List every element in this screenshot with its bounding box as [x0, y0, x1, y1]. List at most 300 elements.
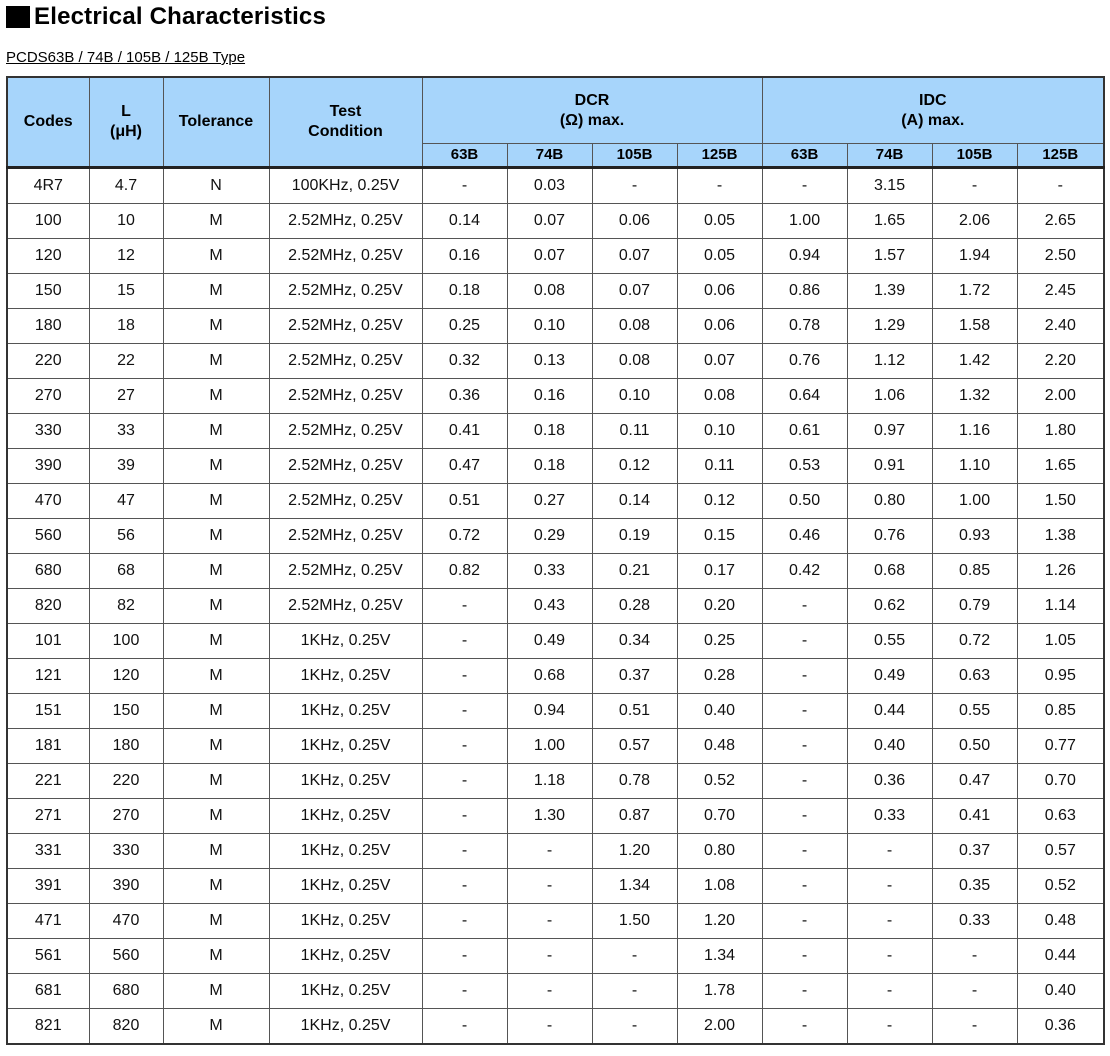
cell-idc-63b: - — [762, 729, 847, 764]
cell-dcr-125b: 0.05 — [677, 239, 762, 274]
cell-dcr-105b: 0.87 — [592, 799, 677, 834]
cell-idc-125b: 2.20 — [1017, 344, 1104, 379]
cell-test-condition: 2.52MHz, 0.25V — [269, 344, 422, 379]
cell-idc-105b: 0.35 — [932, 869, 1017, 904]
cell-inductance: 150 — [89, 694, 163, 729]
cell-dcr-74b: - — [507, 834, 592, 869]
cell-idc-105b: 0.37 — [932, 834, 1017, 869]
cell-dcr-105b: 0.06 — [592, 204, 677, 239]
cell-dcr-105b: 1.50 — [592, 904, 677, 939]
cell-test-condition: 2.52MHz, 0.25V — [269, 589, 422, 624]
header-idc-label: IDC — [919, 91, 947, 109]
cell-code: 560 — [7, 519, 89, 554]
cell-dcr-74b: 0.68 — [507, 659, 592, 694]
cell-idc-105b: 0.79 — [932, 589, 1017, 624]
cell-idc-105b: 1.10 — [932, 449, 1017, 484]
header-test-line1: Test — [329, 103, 362, 120]
cell-code: 680 — [7, 554, 89, 589]
cell-dcr-63b: - — [422, 659, 507, 694]
cell-idc-63b: 0.50 — [762, 484, 847, 519]
cell-dcr-63b: - — [422, 939, 507, 974]
cell-tolerance: M — [163, 1009, 269, 1045]
cell-dcr-63b: 0.41 — [422, 414, 507, 449]
cell-dcr-74b: 0.94 — [507, 694, 592, 729]
header-dcr — [422, 77, 762, 144]
cell-dcr-125b: 1.34 — [677, 939, 762, 974]
cell-inductance: 820 — [89, 1009, 163, 1045]
cell-idc-105b: - — [932, 974, 1017, 1009]
cell-idc-105b: 0.85 — [932, 554, 1017, 589]
cell-idc-63b: 0.61 — [762, 414, 847, 449]
cell-idc-125b: 1.14 — [1017, 589, 1104, 624]
cell-idc-125b: 2.65 — [1017, 204, 1104, 239]
cell-tolerance: M — [163, 274, 269, 309]
cell-code: 681 — [7, 974, 89, 1009]
cell-code: 221 — [7, 764, 89, 799]
cell-code: 101 — [7, 624, 89, 659]
cell-tolerance: M — [163, 764, 269, 799]
cell-idc-105b: 0.41 — [932, 799, 1017, 834]
cell-idc-125b: 1.05 — [1017, 624, 1104, 659]
cell-tolerance: N — [163, 168, 269, 204]
cell-inductance: 18 — [89, 309, 163, 344]
cell-idc-105b: - — [932, 1009, 1017, 1045]
cell-inductance: 680 — [89, 974, 163, 1009]
cell-idc-63b: 0.46 — [762, 519, 847, 554]
table-row — [7, 589, 1104, 624]
header-test-condition — [269, 77, 422, 168]
cell-tolerance: M — [163, 974, 269, 1009]
table-row — [7, 519, 1104, 554]
cell-test-condition: 2.52MHz, 0.25V — [269, 484, 422, 519]
page-title — [6, 3, 326, 31]
cell-dcr-63b: - — [422, 764, 507, 799]
cell-idc-63b: - — [762, 974, 847, 1009]
cell-tolerance: M — [163, 204, 269, 239]
cell-dcr-74b: 0.08 — [507, 274, 592, 309]
table-row — [7, 694, 1104, 729]
cell-tolerance: M — [163, 484, 269, 519]
cell-dcr-63b: - — [422, 834, 507, 869]
cell-idc-63b: 0.76 — [762, 344, 847, 379]
cell-idc-105b: 0.72 — [932, 624, 1017, 659]
cell-idc-63b: - — [762, 904, 847, 939]
cell-idc-63b: 0.94 — [762, 239, 847, 274]
cell-test-condition: 1KHz, 0.25V — [269, 799, 422, 834]
cell-test-condition: 1KHz, 0.25V — [269, 974, 422, 1009]
cell-code: 331 — [7, 834, 89, 869]
cell-tolerance: M — [163, 554, 269, 589]
cell-dcr-63b: 0.47 — [422, 449, 507, 484]
cell-dcr-125b: 1.78 — [677, 974, 762, 1009]
cell-dcr-74b: 0.18 — [507, 414, 592, 449]
cell-idc-125b: 0.63 — [1017, 799, 1104, 834]
cell-dcr-105b: 0.19 — [592, 519, 677, 554]
cell-idc-63b: - — [762, 834, 847, 869]
table-row — [7, 799, 1104, 834]
cell-idc-74b: 1.29 — [847, 309, 932, 344]
cell-inductance: 15 — [89, 274, 163, 309]
cell-idc-74b: 0.80 — [847, 484, 932, 519]
table-row — [7, 869, 1104, 904]
cell-dcr-125b: 0.08 — [677, 379, 762, 414]
cell-code: 220 — [7, 344, 89, 379]
cell-dcr-63b: - — [422, 729, 507, 764]
cell-dcr-74b: 1.00 — [507, 729, 592, 764]
cell-dcr-125b: 0.17 — [677, 554, 762, 589]
table-header — [7, 77, 1104, 168]
cell-idc-125b: 0.48 — [1017, 904, 1104, 939]
table-row — [7, 974, 1104, 1009]
cell-idc-125b: 0.40 — [1017, 974, 1104, 1009]
cell-idc-105b: 2.06 — [932, 204, 1017, 239]
cell-test-condition: 1KHz, 0.25V — [269, 659, 422, 694]
table-row — [7, 274, 1104, 309]
cell-dcr-105b: 0.07 — [592, 239, 677, 274]
cell-dcr-63b: - — [422, 168, 507, 204]
subheader-idc-105b: 105B — [932, 144, 1017, 168]
cell-test-condition: 2.52MHz, 0.25V — [269, 519, 422, 554]
cell-inductance: 270 — [89, 799, 163, 834]
cell-dcr-63b: - — [422, 624, 507, 659]
cell-idc-63b: - — [762, 939, 847, 974]
cell-dcr-74b: 0.03 — [507, 168, 592, 204]
cell-test-condition: 1KHz, 0.25V — [269, 1009, 422, 1045]
cell-inductance: 39 — [89, 449, 163, 484]
cell-idc-74b: 0.36 — [847, 764, 932, 799]
cell-inductance: 220 — [89, 764, 163, 799]
cell-idc-74b: 0.40 — [847, 729, 932, 764]
cell-idc-74b: 1.57 — [847, 239, 932, 274]
cell-tolerance: M — [163, 589, 269, 624]
cell-dcr-63b: 0.51 — [422, 484, 507, 519]
cell-idc-63b: - — [762, 694, 847, 729]
cell-idc-105b: 1.00 — [932, 484, 1017, 519]
cell-idc-74b: - — [847, 1009, 932, 1045]
cell-idc-74b: 0.97 — [847, 414, 932, 449]
cell-test-condition: 1KHz, 0.25V — [269, 904, 422, 939]
table-row — [7, 764, 1104, 799]
table-row — [7, 834, 1104, 869]
cell-tolerance: M — [163, 659, 269, 694]
cell-test-condition: 1KHz, 0.25V — [269, 764, 422, 799]
cell-inductance: 68 — [89, 554, 163, 589]
cell-idc-125b: 0.85 — [1017, 694, 1104, 729]
table-row — [7, 449, 1104, 484]
cell-dcr-105b: 0.51 — [592, 694, 677, 729]
cell-code: 100 — [7, 204, 89, 239]
header-idc — [762, 77, 1104, 144]
subheader-dcr-105b: 105B — [592, 144, 677, 168]
cell-test-condition: 1KHz, 0.25V — [269, 834, 422, 869]
cell-code: 181 — [7, 729, 89, 764]
header-tolerance-label: Tolerance — [178, 113, 254, 130]
cell-idc-125b: 2.00 — [1017, 379, 1104, 414]
cell-tolerance: M — [163, 694, 269, 729]
cell-dcr-125b: 0.05 — [677, 204, 762, 239]
cell-idc-74b: 1.65 — [847, 204, 932, 239]
cell-code: 151 — [7, 694, 89, 729]
electrical-characteristics-table — [6, 76, 1105, 1045]
cell-dcr-74b: 0.16 — [507, 379, 592, 414]
cell-idc-125b: 0.52 — [1017, 869, 1104, 904]
cell-code: 270 — [7, 379, 89, 414]
cell-dcr-63b: 0.16 — [422, 239, 507, 274]
cell-idc-125b: 2.50 — [1017, 239, 1104, 274]
table-row — [7, 309, 1104, 344]
cell-idc-63b: 0.53 — [762, 449, 847, 484]
cell-tolerance: M — [163, 834, 269, 869]
cell-code: 121 — [7, 659, 89, 694]
cell-dcr-63b: - — [422, 799, 507, 834]
cell-idc-63b: - — [762, 869, 847, 904]
cell-dcr-125b: 2.00 — [677, 1009, 762, 1045]
cell-test-condition: 100KHz, 0.25V — [269, 168, 422, 204]
cell-inductance: 33 — [89, 414, 163, 449]
cell-idc-105b: - — [932, 939, 1017, 974]
cell-tolerance: M — [163, 939, 269, 974]
cell-dcr-125b: 0.07 — [677, 344, 762, 379]
cell-code: 471 — [7, 904, 89, 939]
cell-dcr-74b: 0.10 — [507, 309, 592, 344]
cell-idc-125b: 2.45 — [1017, 274, 1104, 309]
cell-dcr-105b: 0.12 — [592, 449, 677, 484]
cell-dcr-125b: 0.06 — [677, 274, 762, 309]
cell-idc-74b: 0.62 — [847, 589, 932, 624]
cell-idc-74b: 0.55 — [847, 624, 932, 659]
cell-tolerance: M — [163, 239, 269, 274]
cell-idc-105b: 1.16 — [932, 414, 1017, 449]
cell-dcr-63b: - — [422, 974, 507, 1009]
cell-idc-105b: 1.32 — [932, 379, 1017, 414]
cell-dcr-105b: 1.34 — [592, 869, 677, 904]
cell-dcr-74b: 0.27 — [507, 484, 592, 519]
subheader-idc-74b: 74B — [847, 144, 932, 168]
cell-dcr-125b: 0.80 — [677, 834, 762, 869]
cell-idc-74b: 0.76 — [847, 519, 932, 554]
cell-dcr-74b: - — [507, 904, 592, 939]
cell-dcr-63b: - — [422, 694, 507, 729]
cell-code: 821 — [7, 1009, 89, 1045]
cell-test-condition: 1KHz, 0.25V — [269, 694, 422, 729]
cell-dcr-105b: - — [592, 168, 677, 204]
cell-dcr-63b: 0.18 — [422, 274, 507, 309]
header-codes — [7, 77, 89, 168]
cell-dcr-74b: 0.33 — [507, 554, 592, 589]
cell-idc-125b: 0.70 — [1017, 764, 1104, 799]
cell-test-condition: 2.52MHz, 0.25V — [269, 274, 422, 309]
cell-code: 120 — [7, 239, 89, 274]
header-inductance — [89, 77, 163, 168]
cell-dcr-105b: 0.08 — [592, 309, 677, 344]
cell-dcr-125b: 1.20 — [677, 904, 762, 939]
cell-dcr-74b: 0.07 — [507, 239, 592, 274]
cell-dcr-105b: 0.21 — [592, 554, 677, 589]
cell-dcr-125b: 0.40 — [677, 694, 762, 729]
cell-tolerance: M — [163, 904, 269, 939]
cell-code: 271 — [7, 799, 89, 834]
cell-idc-125b: - — [1017, 168, 1104, 204]
cell-dcr-74b: - — [507, 939, 592, 974]
cell-dcr-74b: 1.18 — [507, 764, 592, 799]
page-title-text: Electrical Characteristics — [34, 3, 327, 30]
header-dcr-unit: (Ω) max. — [559, 111, 625, 129]
cell-dcr-125b: - — [677, 168, 762, 204]
cell-dcr-74b: - — [507, 1009, 592, 1045]
cell-dcr-105b: 0.28 — [592, 589, 677, 624]
cell-idc-63b: - — [762, 764, 847, 799]
type-subtitle: PCDS63B / 74B / 105B / 125B Type — [6, 49, 246, 66]
cell-idc-63b: 1.00 — [762, 204, 847, 239]
cell-idc-63b: 0.64 — [762, 379, 847, 414]
cell-idc-74b: - — [847, 834, 932, 869]
cell-idc-125b: 0.57 — [1017, 834, 1104, 869]
table-row — [7, 239, 1104, 274]
cell-dcr-74b: 0.29 — [507, 519, 592, 554]
cell-idc-125b: 1.65 — [1017, 449, 1104, 484]
cell-dcr-125b: 0.20 — [677, 589, 762, 624]
cell-idc-63b: - — [762, 1009, 847, 1045]
cell-tolerance: M — [163, 379, 269, 414]
cell-dcr-63b: - — [422, 904, 507, 939]
cell-inductance: 56 — [89, 519, 163, 554]
black-square-icon — [6, 6, 30, 28]
cell-idc-74b: - — [847, 869, 932, 904]
cell-idc-74b: 0.68 — [847, 554, 932, 589]
cell-inductance: 470 — [89, 904, 163, 939]
header-idc-unit: (A) max. — [901, 111, 965, 129]
cell-idc-105b: 1.42 — [932, 344, 1017, 379]
cell-dcr-105b: 0.07 — [592, 274, 677, 309]
cell-dcr-63b: - — [422, 869, 507, 904]
cell-idc-63b: - — [762, 168, 847, 204]
table-row — [7, 729, 1104, 764]
cell-idc-74b: 0.91 — [847, 449, 932, 484]
cell-code: 820 — [7, 589, 89, 624]
cell-tolerance: M — [163, 799, 269, 834]
cell-tolerance: M — [163, 729, 269, 764]
cell-dcr-63b: 0.72 — [422, 519, 507, 554]
table-row — [7, 939, 1104, 974]
cell-dcr-74b: 1.30 — [507, 799, 592, 834]
cell-code: 150 — [7, 274, 89, 309]
cell-tolerance: M — [163, 309, 269, 344]
cell-inductance: 100 — [89, 624, 163, 659]
cell-inductance: 180 — [89, 729, 163, 764]
cell-dcr-125b: 1.08 — [677, 869, 762, 904]
cell-idc-63b: - — [762, 659, 847, 694]
cell-test-condition: 2.52MHz, 0.25V — [269, 379, 422, 414]
table-row — [7, 904, 1104, 939]
table-row — [7, 168, 1104, 204]
table-row — [7, 379, 1104, 414]
cell-idc-125b: 0.36 — [1017, 1009, 1104, 1045]
cell-code: 391 — [7, 869, 89, 904]
cell-dcr-63b: - — [422, 589, 507, 624]
cell-test-condition: 1KHz, 0.25V — [269, 869, 422, 904]
cell-dcr-125b: 0.25 — [677, 624, 762, 659]
cell-idc-74b: 0.44 — [847, 694, 932, 729]
header-test-line2: Condition — [308, 123, 383, 140]
cell-idc-105b: 1.72 — [932, 274, 1017, 309]
cell-dcr-63b: - — [422, 1009, 507, 1045]
cell-idc-63b: - — [762, 589, 847, 624]
header-codes-label: Codes — [23, 113, 73, 130]
cell-idc-63b: 0.42 — [762, 554, 847, 589]
cell-dcr-63b: 0.14 — [422, 204, 507, 239]
cell-dcr-74b: 0.13 — [507, 344, 592, 379]
cell-idc-125b: 0.95 — [1017, 659, 1104, 694]
cell-code: 180 — [7, 309, 89, 344]
cell-idc-74b: - — [847, 939, 932, 974]
cell-idc-125b: 0.77 — [1017, 729, 1104, 764]
cell-dcr-74b: 0.49 — [507, 624, 592, 659]
cell-dcr-125b: 0.48 — [677, 729, 762, 764]
cell-idc-74b: 0.49 — [847, 659, 932, 694]
cell-dcr-105b: - — [592, 1009, 677, 1045]
cell-code: 470 — [7, 484, 89, 519]
header-dcr-label: DCR — [574, 91, 610, 109]
cell-dcr-125b: 0.28 — [677, 659, 762, 694]
cell-idc-125b: 2.40 — [1017, 309, 1104, 344]
cell-test-condition: 2.52MHz, 0.25V — [269, 239, 422, 274]
table-row — [7, 624, 1104, 659]
cell-dcr-105b: 0.34 — [592, 624, 677, 659]
cell-dcr-74b: 0.07 — [507, 204, 592, 239]
cell-idc-125b: 1.50 — [1017, 484, 1104, 519]
cell-dcr-105b: - — [592, 974, 677, 1009]
cell-idc-74b: 1.12 — [847, 344, 932, 379]
cell-idc-63b: - — [762, 799, 847, 834]
table-row — [7, 554, 1104, 589]
cell-idc-125b: 0.44 — [1017, 939, 1104, 974]
table-row — [7, 414, 1104, 449]
cell-dcr-63b: 0.82 — [422, 554, 507, 589]
cell-test-condition: 2.52MHz, 0.25V — [269, 554, 422, 589]
table-body — [7, 168, 1104, 1045]
cell-idc-105b: 1.94 — [932, 239, 1017, 274]
cell-inductance: 27 — [89, 379, 163, 414]
cell-idc-74b: 1.06 — [847, 379, 932, 414]
cell-idc-105b: 0.33 — [932, 904, 1017, 939]
cell-test-condition: 2.52MHz, 0.25V — [269, 204, 422, 239]
cell-idc-74b: 0.33 — [847, 799, 932, 834]
cell-idc-74b: 3.15 — [847, 168, 932, 204]
cell-tolerance: M — [163, 414, 269, 449]
cell-dcr-105b: 0.11 — [592, 414, 677, 449]
cell-tolerance: M — [163, 449, 269, 484]
cell-idc-105b: 0.93 — [932, 519, 1017, 554]
cell-dcr-125b: 0.52 — [677, 764, 762, 799]
header-inductance-label: L — [121, 103, 131, 120]
cell-test-condition: 2.52MHz, 0.25V — [269, 449, 422, 484]
cell-code: 390 — [7, 449, 89, 484]
cell-dcr-105b: 0.10 — [592, 379, 677, 414]
cell-dcr-74b: 0.18 — [507, 449, 592, 484]
table-row — [7, 344, 1104, 379]
cell-inductance: 4.7 — [89, 168, 163, 204]
cell-dcr-125b: 0.11 — [677, 449, 762, 484]
cell-dcr-74b: - — [507, 974, 592, 1009]
cell-idc-105b: - — [932, 168, 1017, 204]
cell-idc-105b: 0.50 — [932, 729, 1017, 764]
cell-test-condition: 1KHz, 0.25V — [269, 729, 422, 764]
header-tolerance — [163, 77, 269, 168]
cell-inductance: 330 — [89, 834, 163, 869]
table-row — [7, 659, 1104, 694]
cell-test-condition: 1KHz, 0.25V — [269, 939, 422, 974]
cell-tolerance: M — [163, 519, 269, 554]
